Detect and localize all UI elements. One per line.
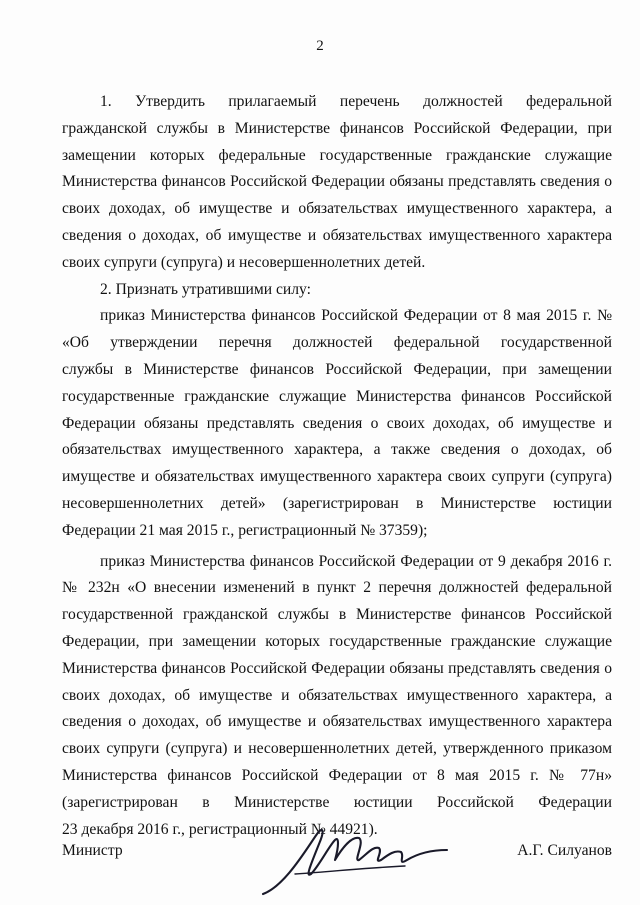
text-line: Федерации 21 мая 2015 г., регистрационный № 37359); [62,521,428,539]
text-line: гражданской службы в Министерстве финансов Российской Федерации, при [62,119,612,137]
text-line: своих супруги (супруга) и несовершеннолетних детей. [62,253,426,271]
text-line: «Об утверждении перечня должностей федеральной государственной [62,334,612,352]
text-line: приказ Министерства финансов Российской Федерации от 8 мая 2015 г. № [100,307,612,325]
paragraph-repeal-heading [62,277,612,304]
handwritten-signature [255,816,455,904]
text-line: государственной гражданской службы в Министерстве финансов Российской [62,606,612,624]
position-title: Министр [62,842,123,859]
text-line: 23 декабря 2016 г., регистрационный № 44921). [62,820,378,838]
text-line: сведения о доходах, об имуществе и обязательствах имущественного характера [62,226,612,244]
text-line: государственные гражданские служащие Министерства финансов Российской [62,387,612,405]
paragraph-approve-list [62,89,612,277]
signature-block [0,830,640,910]
text-line: 2. Признать утратившими силу: [100,280,311,298]
document-body [62,89,612,843]
text-line: (зарегистрирован в Министерстве юстиции Российской Федерации [62,793,612,811]
text-line: несовершеннолетних детей» (зарегистрирован в Министерстве юстиции [62,494,612,512]
text-line: своих доходах, об имуществе и обязательствах имущественного характера, а [62,200,612,218]
text-line: Министерства финансов Российской Федерации обязаны представлять сведения о [62,173,612,191]
signatory-name: А.Г. Силуанов [517,842,612,859]
text-line: имуществе и обязательствах имущественного характера своих супруги (супруга) [62,468,612,486]
paragraph-order-77n [62,303,612,544]
text-line: Федерации, при замещении которых государственные гражданские служащие [62,632,612,650]
text-line: обязательствах имущественного характера, а также сведения о доходах, об [62,441,612,459]
text-line: № 232н «О внесении изменений в пункт 2 перечня должностей федеральной [62,579,612,597]
text-line: приказ Министерства финансов Российской Федерации от 9 декабря 2016 г. [100,552,612,570]
text-line: своих супруги (супруга) и несовершеннолетних детей, утвержденного приказом [62,740,612,758]
paragraph-order-232n [62,549,612,844]
text-line: службы в Министерстве финансов Российской Федерации, при замещении [62,360,612,378]
text-line: Министерства финансов Российской Федерации обязаны представлять сведения о [62,659,612,677]
page-number: 2 [316,38,324,54]
text-line: сведения о доходах, об имуществе и обязательствах имущественного характера [62,713,612,731]
text-line: замещении которых федеральные государственные гражданские служащие [62,146,612,164]
text-line: Федерации обязаны представлять сведения о своих доходах, об имуществе и [62,414,612,432]
text-line: Министерства финансов Российской Федерации от 8 мая 2015 г. № 77н» [62,766,612,784]
text-line: своих доходах, об имуществе и обязательствах имущественного характера, а [62,686,612,704]
text-line: 1. Утвердить прилагаемый перечень должностей федеральной [100,93,612,110]
